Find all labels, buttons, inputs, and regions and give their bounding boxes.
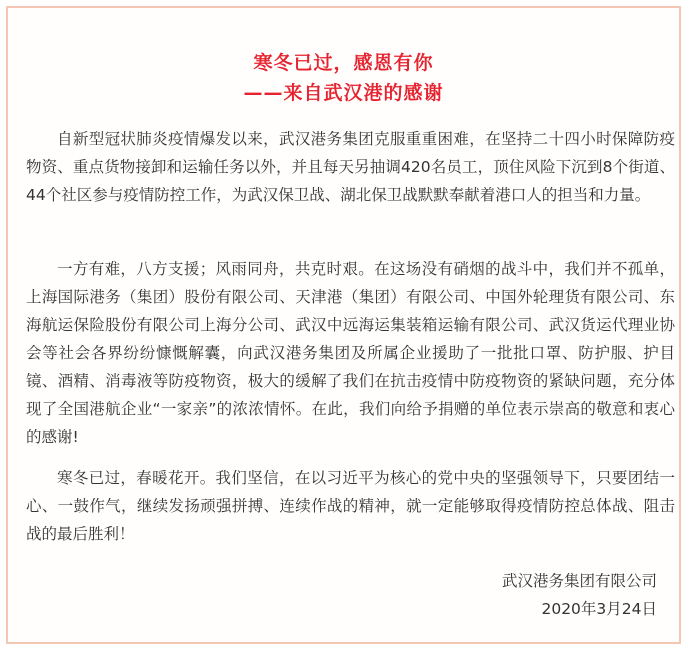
letter-subtitle: ——来自武汉港的感谢 bbox=[243, 82, 444, 104]
date: 2020年3月24日 bbox=[541, 600, 657, 618]
paragraph-3: 寒冬已过，春暖花开。我们坚信，在以习近平为核心的党中央的坚强领导下，只要团结一心、一鼓作气，继续发扬顽强拼搏、连续作战的精神，就一定能够取得疫情防控总体战、阻击战的最后胜利！ bbox=[26, 469, 675, 543]
letter-title: 寒冬已过，感恩有你 bbox=[253, 52, 434, 74]
paragraph-2: 一方有难，八方支援；风雨同舟，共克时艰。在这场没有硝烟的战斗中，我们并不孤单，上海国际港务（集团）股份有限公司、天津港（集团）有限公司、中国外轮理货有限公司、东海航运保险股份有限公司上海分公司、武汉中远海运集装箱运输有限公司、武汉货运代理业协会等社会各界纷纷慷慨解囊，向武汉港务集团及所属企业援助了一批批口罩、防护服、护目镜、酒精、消毒液等防疫物资，极大的缓解了我们在抗击疫情中防疫物资的紧缺问题，充分体现了全国港航企业“一家亲”的浓浓情怀。在此，我们向给予捐赠的单位表示崇高的敬意和衷心的感谢! bbox=[26, 260, 675, 446]
letter-frame bbox=[6, 6, 681, 644]
signature: 武汉港务集团有限公司 bbox=[501, 572, 657, 590]
paragraph-1: 自新型冠状肺炎疫情爆发以来，武汉港务集团克服重重困难，在坚持二十四小时保障防疫物资、重点货物接卸和运输任务以外，并且每天另抽调420名员工，顶住风险下沉到8个街道、44个社区参与疫情防控工作，为武汉保卫战、湖北保卫战默默奉献着港口人的担当和力量。 bbox=[26, 130, 675, 204]
